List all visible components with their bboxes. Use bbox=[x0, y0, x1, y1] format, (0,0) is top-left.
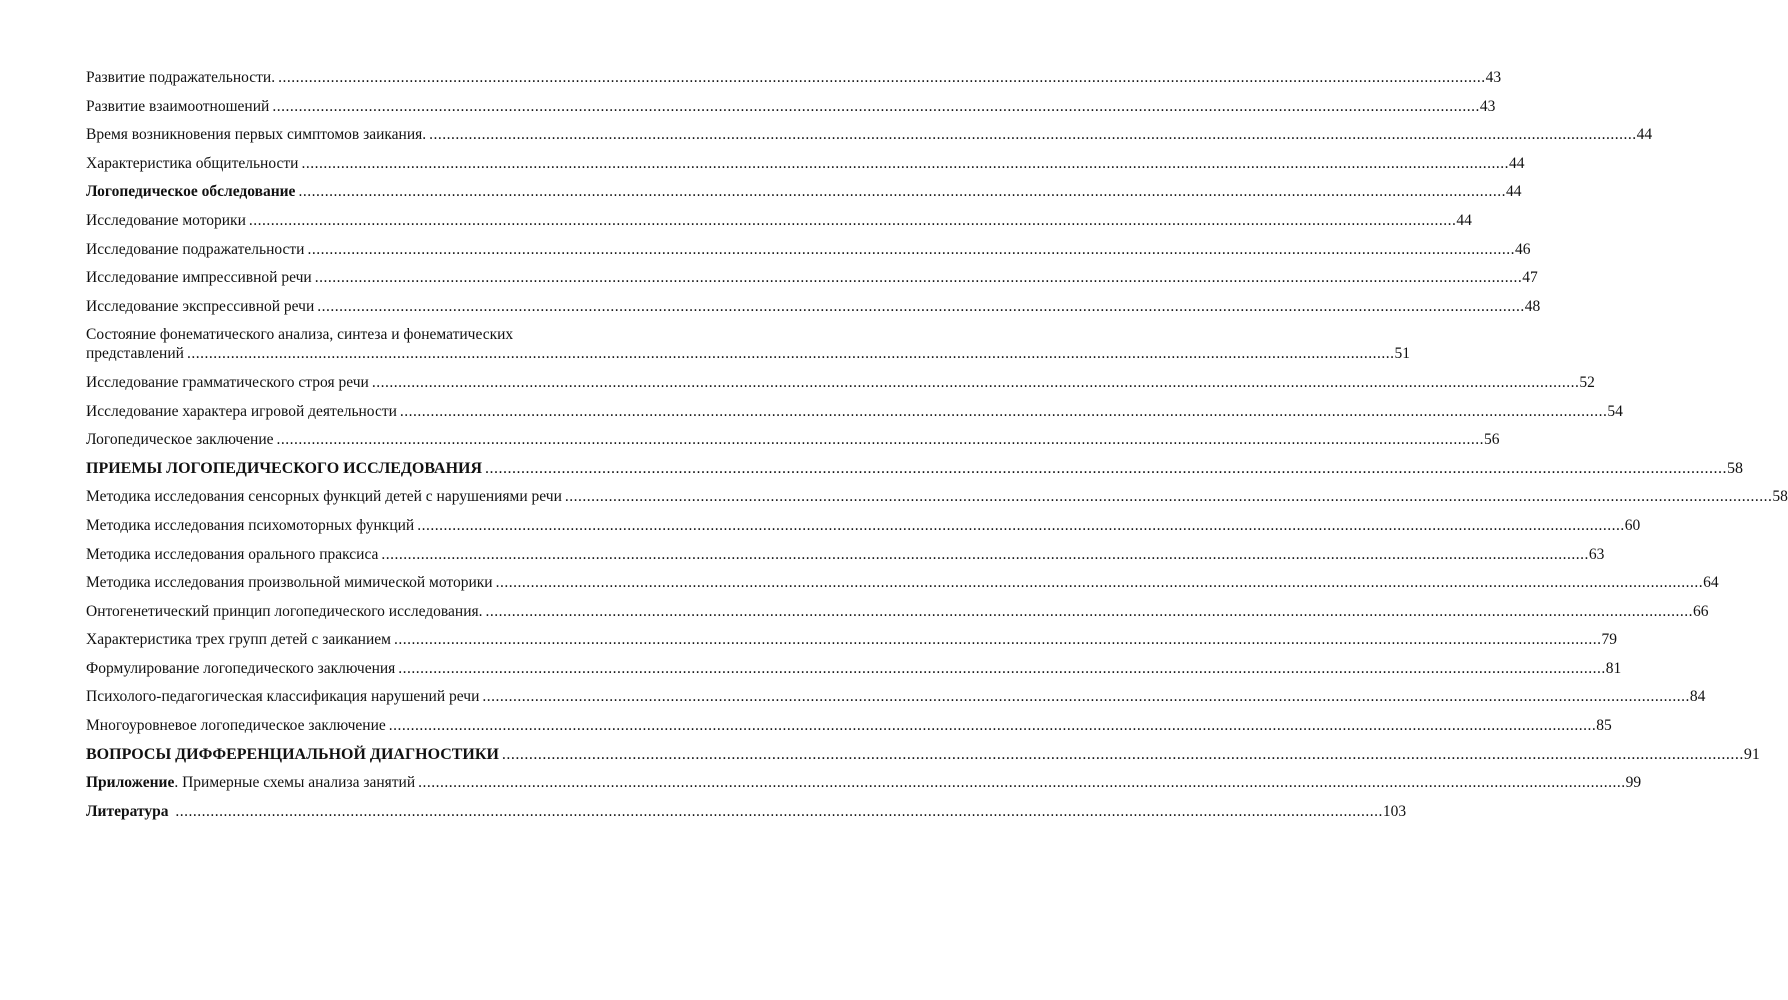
toc-entry-page: 43 bbox=[1485, 69, 1502, 86]
dot-leader bbox=[175, 802, 1383, 821]
toc-entry-page: 58 bbox=[1727, 459, 1744, 477]
toc-entry-page: 60 bbox=[1624, 516, 1641, 534]
toc-entry[interactable] bbox=[86, 402, 1623, 421]
toc-entry-title: Методика исследования произвольной мимической моторики bbox=[86, 574, 493, 592]
toc-entry-title: Методика исследования психомоторных функций bbox=[86, 516, 415, 534]
toc-entry-page: 51 bbox=[1394, 345, 1410, 363]
toc-entry-title: Исследование импрессивной речи bbox=[86, 269, 312, 287]
toc-entry-title: Многоуровневое логопедическое заключение bbox=[86, 717, 386, 735]
dot-leader bbox=[496, 573, 1704, 592]
dot-leader bbox=[317, 297, 1525, 316]
toc-entry[interactable] bbox=[86, 154, 1525, 173]
toc-entry-page: 54 bbox=[1607, 402, 1623, 420]
dot-leader bbox=[301, 154, 1509, 173]
toc-entry-page: 103 bbox=[1382, 802, 1407, 820]
toc-entry-title: Развитие подражательности. bbox=[86, 69, 276, 86]
toc-entry-page: 44 bbox=[1636, 126, 1653, 144]
toc-entry-page: 52 bbox=[1579, 373, 1595, 391]
toc-entry-page: 66 bbox=[1693, 602, 1709, 620]
toc-entry[interactable] bbox=[86, 268, 1538, 287]
toc-entry-title: Исследование характера игровой деятельности bbox=[86, 402, 397, 420]
toc-entry[interactable] bbox=[86, 487, 1788, 506]
dot-leader bbox=[417, 516, 1625, 535]
toc-entry-page: 64 bbox=[1703, 574, 1719, 592]
dot-leader bbox=[277, 430, 1485, 449]
dot-leader bbox=[394, 630, 1602, 649]
toc-entry-page: 48 bbox=[1524, 297, 1541, 315]
toc-entry-page: 43 bbox=[1479, 97, 1496, 115]
toc-entry-title-group bbox=[86, 773, 418, 792]
toc-entry[interactable] bbox=[86, 602, 1709, 621]
toc-entry[interactable] bbox=[86, 68, 1502, 87]
toc-entry-title: Исследование подражательности bbox=[86, 240, 305, 258]
dot-leader bbox=[187, 344, 1395, 363]
toc-entry-title: Исследование экспрессивной речи bbox=[86, 297, 315, 315]
toc-entry-title: Логопедическое заключение bbox=[86, 431, 274, 449]
toc-entry-title: Формулирование логопедического заключения bbox=[86, 659, 396, 677]
toc-entry[interactable] bbox=[86, 211, 1472, 230]
dot-leader bbox=[398, 659, 1606, 678]
toc-section-heading[interactable] bbox=[86, 182, 1522, 201]
toc-entry[interactable] bbox=[86, 773, 1642, 792]
toc-entry-title: Исследование моторики bbox=[86, 211, 246, 229]
toc-entry-page: 81 bbox=[1605, 659, 1622, 677]
toc-entry-page: 46 bbox=[1514, 240, 1531, 258]
toc-entry-page: 47 bbox=[1522, 269, 1538, 287]
dot-leader bbox=[298, 182, 1506, 201]
toc-chapter-heading[interactable] bbox=[86, 745, 1760, 764]
toc-entry-page: 85 bbox=[1596, 717, 1612, 735]
toc-entry-page: 79 bbox=[1601, 631, 1617, 649]
toc-entry-title: . Примерные схемы анализа занятий bbox=[174, 774, 416, 792]
toc-entry-page: 58 bbox=[1772, 488, 1788, 506]
toc-entry-title-bold: Приложение bbox=[86, 774, 175, 792]
toc-entry[interactable] bbox=[86, 802, 1407, 821]
toc-entry-title: Развитие взаимоотношений bbox=[86, 97, 270, 115]
toc-entry-title: Исследование грамматического строя речи bbox=[86, 373, 369, 391]
dot-leader bbox=[486, 602, 1694, 621]
toc-chapter-heading[interactable] bbox=[86, 459, 1744, 478]
dot-leader bbox=[249, 211, 1457, 230]
toc-entry-title: Методика исследования сенсорных функций детей с нарушениями речи bbox=[86, 488, 562, 506]
toc-entry-page: 91 bbox=[1743, 745, 1760, 763]
toc-entry-page: 84 bbox=[1689, 688, 1706, 706]
dot-leader bbox=[565, 487, 1773, 506]
toc-entry-title-group bbox=[86, 802, 175, 821]
dot-leader bbox=[372, 373, 1580, 392]
toc-entry-title: Логопедическое обследование bbox=[86, 183, 296, 201]
toc-entry-page: 56 bbox=[1484, 431, 1500, 449]
toc-entry[interactable] bbox=[86, 687, 1706, 706]
toc-entry-title: ПРИЕМЫ ЛОГОПЕДИЧЕСКОГО ИССЛЕДОВАНИЯ bbox=[86, 459, 483, 477]
toc-entry-title: Характеристика общительности bbox=[86, 154, 299, 172]
toc-entry[interactable] bbox=[86, 297, 1541, 316]
toc-entry-title: Состояние фонематического анализа, синтеза и фонематических bbox=[86, 326, 514, 344]
toc-entry[interactable] bbox=[86, 516, 1641, 535]
toc-entry[interactable] bbox=[86, 373, 1595, 392]
toc-entry-title: Время возникновения первых симптомов заикания. bbox=[86, 126, 427, 144]
toc-entry-title: Характеристика трех групп детей с заиканием bbox=[86, 631, 391, 649]
dot-leader bbox=[418, 773, 1626, 792]
toc-entry-title-bold: Литература bbox=[86, 802, 169, 820]
toc-entry[interactable] bbox=[86, 545, 1605, 564]
dot-leader bbox=[400, 402, 1608, 421]
toc-entry-title: Онтогенетический принцип логопедического исследования. bbox=[86, 602, 483, 620]
toc-entry-page: 99 bbox=[1625, 774, 1642, 792]
toc-entry-page: 44 bbox=[1456, 211, 1472, 229]
toc-entry[interactable] bbox=[86, 716, 1612, 735]
dot-leader bbox=[307, 240, 1515, 259]
toc-entry[interactable] bbox=[86, 573, 1719, 592]
dot-leader bbox=[485, 459, 1727, 478]
dot-leader bbox=[381, 545, 1589, 564]
toc-entry[interactable] bbox=[86, 240, 1531, 259]
toc-entry[interactable] bbox=[86, 325, 1410, 363]
toc-entry-title: ВОПРОСЫ ДИФФЕРЕНЦИАЛЬНОЙ ДИАГНОСТИКИ bbox=[86, 745, 499, 763]
toc-entry-page: 44 bbox=[1505, 183, 1522, 201]
toc-entry-page: 44 bbox=[1508, 154, 1525, 172]
toc-entry[interactable] bbox=[86, 659, 1622, 678]
toc-entry[interactable] bbox=[86, 630, 1617, 649]
toc-entry[interactable] bbox=[86, 97, 1496, 116]
toc-entry-title: Психолого-педагогическая классификация нарушений речи bbox=[86, 688, 480, 706]
dot-leader bbox=[429, 125, 1637, 144]
dot-leader bbox=[272, 97, 1480, 116]
dot-leader bbox=[315, 268, 1523, 287]
dot-leader bbox=[502, 745, 1744, 764]
dot-leader bbox=[389, 716, 1597, 735]
toc-entry-title: Методика исследования орального праксиса bbox=[86, 545, 379, 563]
dot-leader bbox=[278, 68, 1486, 87]
table-of-contents bbox=[86, 68, 1788, 830]
toc-entry[interactable] bbox=[86, 125, 1653, 144]
toc-entry-title-continued: представлений bbox=[86, 345, 184, 363]
toc-entry[interactable] bbox=[86, 430, 1500, 449]
dot-leader bbox=[482, 687, 1690, 706]
toc-entry-page: 63 bbox=[1588, 545, 1605, 563]
